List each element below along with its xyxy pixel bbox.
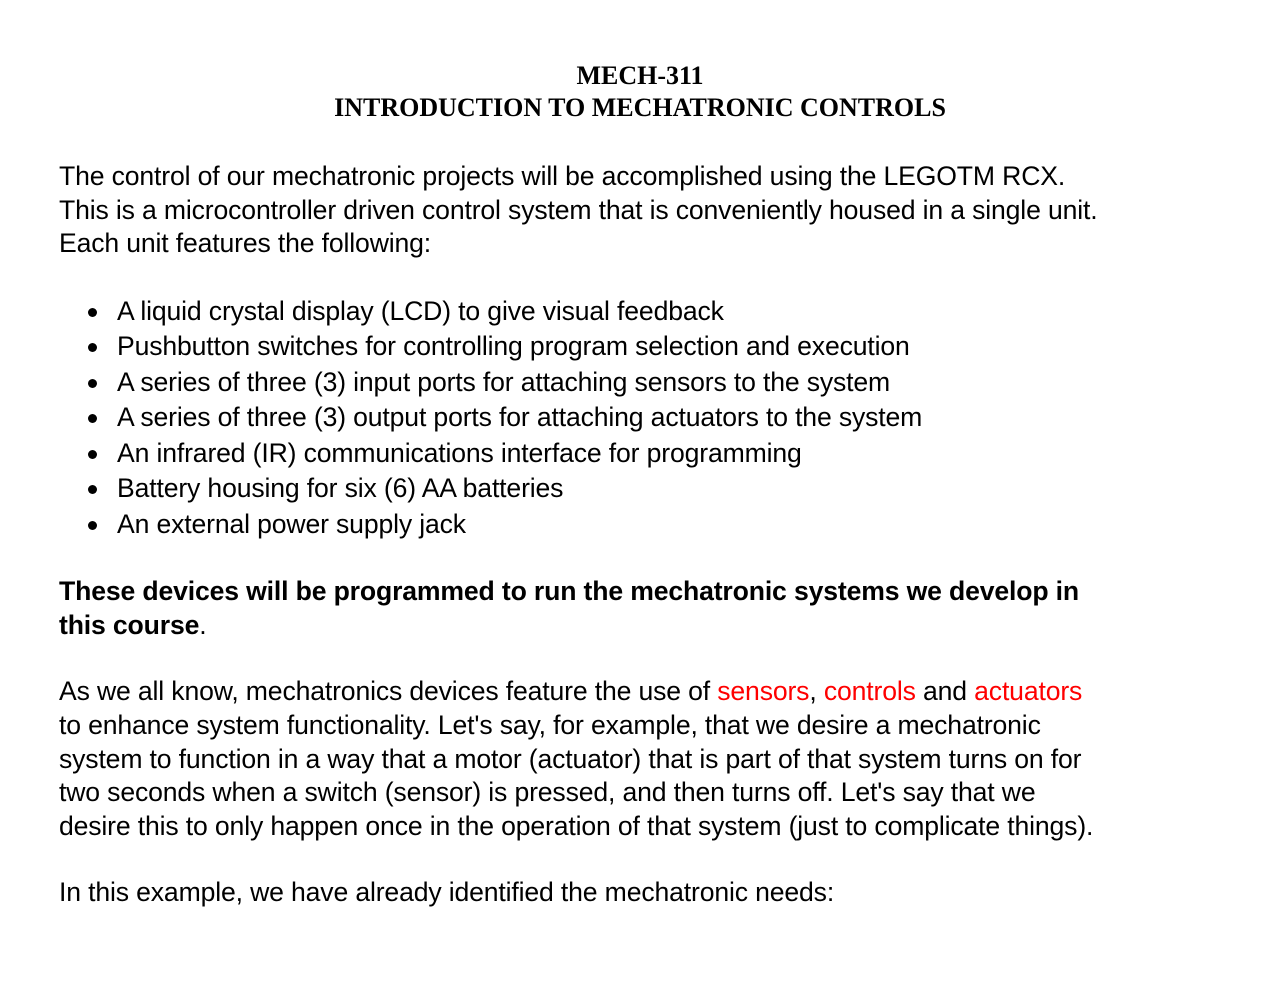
feature-text: An external power supply jack [117,508,466,539]
bullet-icon [88,521,97,530]
feature-item [59,471,1229,507]
separator-and: and [915,676,975,707]
mechatronics-line: system to function in a way that a motor (actuator) that is part of that system turns on for [59,743,1082,774]
bullet-icon [88,450,97,459]
bullet-icon [88,379,97,388]
feature-list [59,294,1229,543]
emphasis-paragraph [59,575,1229,642]
intro-paragraph [59,160,1229,261]
feature-text: A series of three (3) input ports for attaching sensors to the system [117,366,891,397]
feature-item [59,294,1229,330]
document-body [59,160,1229,910]
mechatronics-line: two seconds when a switch (sensor) is pressed, and then turns off. Let's say that we [59,777,1036,808]
document-header [59,60,1221,124]
emphasis-line: These devices will be programmed to run the mechatronic systems we develop in [59,576,1080,607]
feature-item [59,507,1229,543]
course-title: INTRODUCTION TO MECHATRONIC CONTROLS [334,93,946,122]
mechatronics-line: desire this to only happen once in the operation of that system (just to complicate things). [59,810,1094,841]
course-code: MECH-311 [576,61,704,90]
bullet-icon [88,414,97,423]
feature-text: Battery housing for six (6) AA batteries [117,473,564,504]
feature-item [59,400,1229,436]
highlight-sensors: sensors [717,676,810,707]
feature-item [59,365,1229,401]
intro-line: The control of our mechatronic projects will be accomplished using the LEGOTM RCX. [59,161,1066,191]
separator-comma: , [809,676,824,707]
intro-line: Each unit features the following: [59,228,432,259]
feature-item [59,329,1229,365]
example-line: In this example, we have already identified the mechatronic needs: [59,877,835,908]
emphasis-bold-text: this course [59,609,200,640]
mechatronics-line-1 [59,675,1229,709]
document-page [59,60,1229,910]
example-paragraph [59,876,1229,910]
mechatronics-paragraph [59,675,1229,843]
feature-text: Pushbutton switches for controlling program selection and execution [117,331,910,362]
bullet-icon [88,485,97,494]
bullet-icon [88,343,97,352]
emphasis-line-2 [59,609,1229,643]
mechatronics-prefix: As we all know, mechatronics devices feature the use of [59,676,718,707]
intro-line: This is a microcontroller driven control system that is conveniently housed in a single unit. [59,194,1098,225]
highlight-actuators: actuators [974,676,1083,707]
feature-item [59,436,1229,472]
feature-text: A liquid crystal display (LCD) to give visual feedback [117,295,724,326]
bullet-icon [88,308,97,317]
mechatronics-line: to enhance system functionality. Let's say, for example, that we desire a mechatronic [59,710,1041,741]
highlight-controls: controls [823,676,916,707]
feature-text: An infrared (IR) communications interface for programming [117,437,802,468]
emphasis-period: . [199,609,207,640]
feature-text: A series of three (3) output ports for attaching actuators to the system [117,402,923,433]
